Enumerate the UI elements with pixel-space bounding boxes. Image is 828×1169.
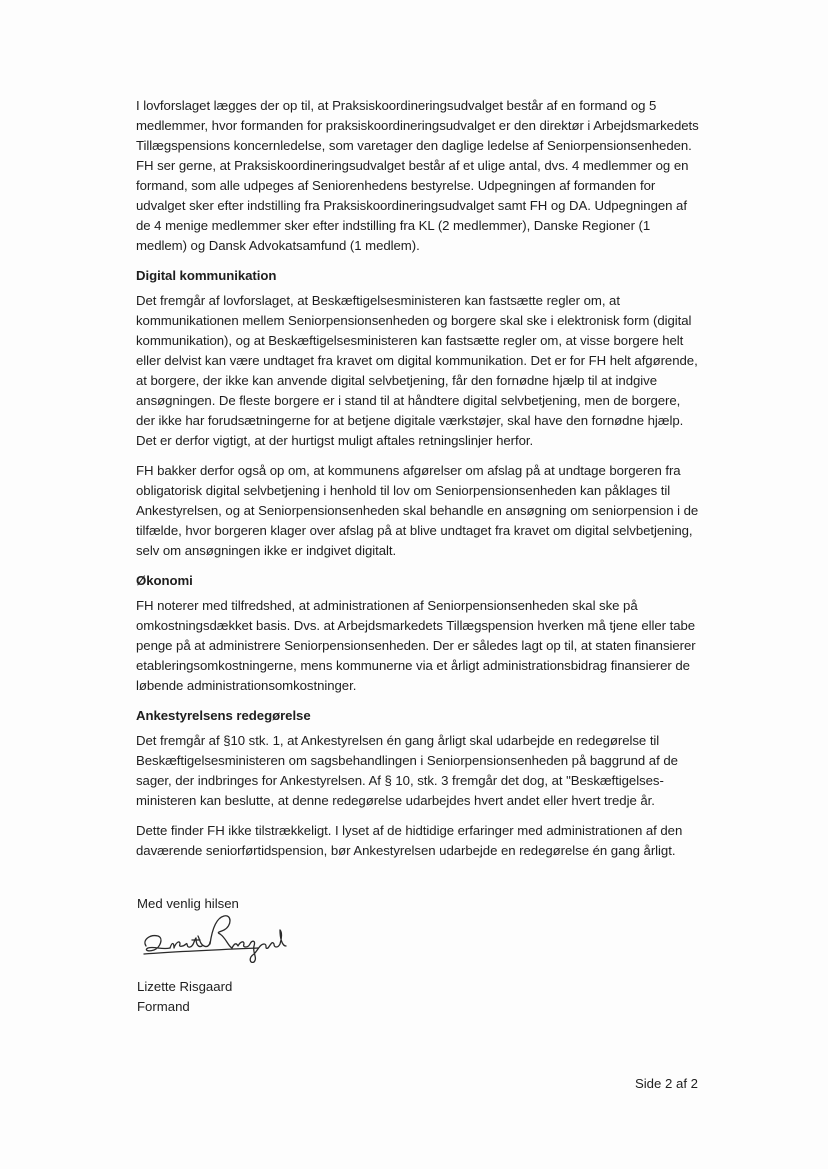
paragraph-praksiskoordinering: I lovforslaget lægges der op til, at Praksiskoordineringsudvalget består af en formand og 5 medlemmer, hvor formanden for praksiskoordineringsudvalget er den direktør i Arbejdsmarkedets Tillægspensions koncernledelse, som varetager den daglige ledelse af Seniorpensionsenheden. FH ser gerne, at Praksiskoordineringsudvalget består af et ulige antal, dvs. 4 medlemmer og en formand, som alle udpeges af Seniorenhedens bestyrelse. Udpegningen af formanden for udvalget sker efter indstilling fra Praksiskoordineringsudvalget samt FH og DA. Udpegningen af de 4 menige medlemmer sker efter indstilling fra KL (2 medlemmer), Danske Regioner (1 medlem) og Dansk Advokatsamfund (1 medlem). [136,98,699,253]
paragraph-digital-2: FH bakker derfor også op om, at kommunens afgørelser om afslag på at undtage borgeren fra obligatorisk digital selvbetjening i henhold til lov om Seniorpensionsenheden kan påklages til Ankestyrelsen, og at Seniorpensionsenheden skal behandle en ansøgning om seniorpension i de tilfælde, hvor borgeren klager over afslag på at blive undtaget fra kravet om digital selvbetjening, selv om ansøgningen ikke er indgivet digitalt. [136,463,699,558]
sender-block [137,977,232,1017]
heading-ankestyrelsens-redegoerelse: Ankestyrelsens redegørelse [136,708,311,723]
paragraph-ankestyrelsen-1: Det fremgår af §10 stk. 1, at Ankestyrelsen én gang årligt skal udarbejde en redegørelse til Beskæftigelsesministeren om sagsbehandlingen i Seniorpensionsenheden på baggrund af de sager, der indbringes for Ankestyrelsen. Af § 10, stk. 3 fremgår det dog, at "Beskæftigelses-ministeren kan beslutte, at denne redegørelse udarbejdes hvert andet eller hvert tredje år. [136,733,678,808]
paragraph-oekonomi: FH noterer med tilfredshed, at administrationen af Seniorpensionsenheden skal ske på omkostningsdækket basis. Dvs. at Arbejdsmarkedets Tillægspension hverken må tjene eller tabe penge på at administrere Seniorpensionsenheden. Der er således lagt op til, at staten finansierer etableringsomkostningerne, mens kommunerne via et årligt administrationsbidrag finansierer de løbende administrationsomkostninger. [136,598,696,693]
heading-digital-kommunikation: Digital kommunikation [136,268,277,283]
sender-title: Formand [137,999,190,1014]
sender-name: Lizette Risgaard [137,979,233,994]
handwritten-signature [140,910,290,968]
paragraph-ankestyrelsen-2: Dette finder FH ikke tilstrækkeligt. I lyset af de hidtidige erfaringer med administrationen af den daværende seniorførtidspension, bør Ankestyrelsen udarbejde en redegørelse én gang årligt. [136,823,683,858]
paragraph-digital-1: Det fremgår af lovforslaget, at Beskæftigelsesministeren kan fastsætte regler om, at kommunikationen mellem Seniorpensionsenheden og borgere skal ske i elektronisk form (digital kommunikation), og at Beskæftigelsesministeren kan fastsætte regler om, at visse borgere helt eller delvist kan være undtaget fra kravet om digital kommunikation. Det er for FH helt afgørende, at borgere, der ikke kan anvende digital selvbetjening, får den fornødne hjælp til at indgive ansøgningen. De fleste borgere er i stand til at håndtere digital selvbetjening, men de borgere, der ikke har forudsætningerne for at betjene digitale værkstøjer, skal have den fornødne hjælp. Det er derfor vigtigt, at der hurtigst muligt aftales retningslinjer herfor. [136,293,698,448]
heading-oekonomi: Økonomi [136,573,193,588]
closing-greeting: Med venlig hilsen [137,896,239,911]
letter-body [136,96,701,871]
page-number: Side 2 af 2 [634,1076,698,1091]
